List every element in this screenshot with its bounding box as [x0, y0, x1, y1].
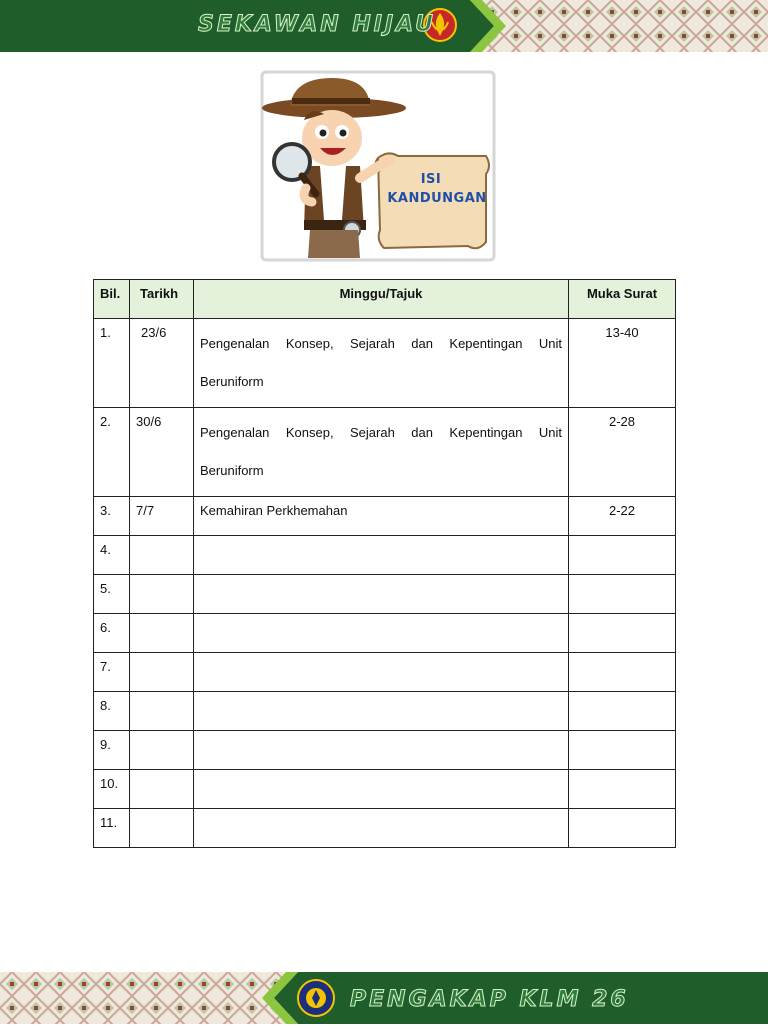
scroll-line1: ISI	[420, 172, 442, 187]
row-bil: 5.	[94, 575, 130, 614]
row-muka-surat: 2-28	[569, 408, 676, 497]
table-row	[94, 536, 676, 575]
table-row	[94, 408, 676, 497]
header-banner	[0, 0, 768, 52]
row-muka-surat	[569, 770, 676, 809]
row-tajuk	[194, 575, 569, 614]
row-muka-surat	[569, 614, 676, 653]
table-row	[94, 692, 676, 731]
row-muka-surat	[569, 653, 676, 692]
header-title: SEKAWAN HIJAU	[198, 12, 437, 37]
table-row	[94, 575, 676, 614]
row-tajuk	[194, 731, 569, 770]
explorer-image	[260, 70, 496, 262]
row-muka-surat: 13-40	[569, 319, 676, 408]
explorer-illustration	[260, 70, 496, 262]
row-tajuk	[194, 653, 569, 692]
row-tarikh: 30/6	[130, 408, 194, 497]
row-tarikh	[130, 692, 194, 731]
table-row	[94, 319, 676, 408]
row-bil: 3.	[94, 497, 130, 536]
row-tarikh: 23/6	[130, 319, 194, 408]
school-badge-icon	[298, 980, 334, 1016]
table-row	[94, 497, 676, 536]
row-bil: 10.	[94, 770, 130, 809]
row-bil: 11.	[94, 809, 130, 848]
header-bil: Bil.	[94, 280, 130, 319]
row-tajuk	[194, 614, 569, 653]
row-tarikh: 7/7	[130, 497, 194, 536]
row-tajuk: Kemahiran Perkhemahan	[194, 497, 569, 536]
row-tarikh	[130, 770, 194, 809]
row-tarikh	[130, 575, 194, 614]
contents-table	[93, 279, 676, 848]
table-row	[94, 614, 676, 653]
header-tarikh: Tarikh	[130, 280, 194, 319]
row-tajuk	[194, 536, 569, 575]
row-bil: 2.	[94, 408, 130, 497]
row-muka-surat	[569, 575, 676, 614]
table-row	[94, 770, 676, 809]
table-header-row	[94, 280, 676, 319]
row-bil: 8.	[94, 692, 130, 731]
row-bil: 1.	[94, 319, 130, 408]
header-muka-surat: Muka Surat	[569, 280, 676, 319]
row-muka-surat	[569, 692, 676, 731]
row-bil: 6.	[94, 614, 130, 653]
row-tajuk	[194, 770, 569, 809]
row-tarikh	[130, 653, 194, 692]
header-tajuk: Minggu/Tajuk	[194, 280, 569, 319]
table-row	[94, 731, 676, 770]
scroll-line2: KANDUNGAN	[387, 191, 487, 206]
row-tajuk	[194, 809, 569, 848]
row-muka-surat	[569, 731, 676, 770]
row-tajuk: Pengenalan Konsep, Sejarah dan Kepentingan Unit Beruniform	[194, 408, 569, 497]
row-tarikh	[130, 731, 194, 770]
row-bil: 4.	[94, 536, 130, 575]
row-tarikh	[130, 809, 194, 848]
row-tarikh	[130, 614, 194, 653]
row-bil: 9.	[94, 731, 130, 770]
footer-title: PENGAKAP KLM 26	[350, 987, 629, 1012]
row-muka-surat	[569, 536, 676, 575]
row-tarikh	[130, 536, 194, 575]
row-bil: 7.	[94, 653, 130, 692]
row-muka-surat	[569, 809, 676, 848]
table-row	[94, 653, 676, 692]
table-row	[94, 809, 676, 848]
row-tajuk	[194, 692, 569, 731]
row-muka-surat: 2-22	[569, 497, 676, 536]
footer-banner	[0, 972, 768, 1024]
row-tajuk: Pengenalan Konsep, Sejarah dan Kepentingan Unit Beruniform	[194, 319, 569, 408]
